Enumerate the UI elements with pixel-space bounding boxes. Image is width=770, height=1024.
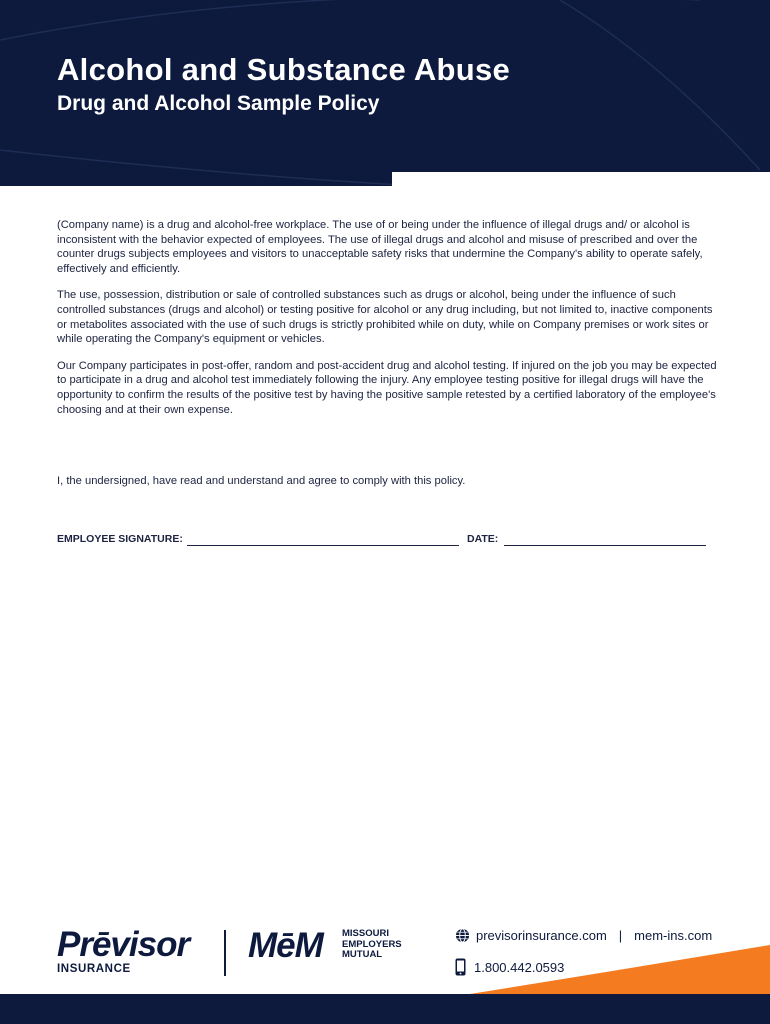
phone-icon — [455, 958, 466, 976]
website-link-mem[interactable]: mem-ins.com — [634, 928, 713, 943]
page-title: Alcohol and Substance Abuse — [57, 52, 511, 87]
globe-icon — [455, 928, 470, 943]
signature-row — [57, 533, 717, 549]
phone-contact — [455, 958, 564, 976]
mem-logo-line: EMPLOYERS — [342, 938, 402, 950]
policy-body — [57, 218, 717, 429]
header-notch — [392, 172, 770, 186]
footer-bar — [0, 994, 770, 1024]
mem-logo-line: MUTUAL — [342, 949, 383, 960]
logo-divider — [224, 930, 226, 976]
page-subtitle: Drug and Alcohol Sample Policy — [57, 92, 380, 115]
policy-paragraph: Our Company participates in post-offer, random and post-accident drug and alcohol testing. If injured on the job you may be expected to participate in a drug and alcohol test immediately following the injury. Any employee testing positive for illegal drugs will have the opportunity to confirm the results of the positive test by having the positive sample retested by a certified laboratory of the employee's choosing and at their own expense. — [57, 359, 717, 416]
mem-logo-text — [342, 929, 402, 961]
date-label: DATE: — [467, 533, 499, 545]
previsor-logo: Prēvisor — [57, 925, 190, 964]
policy-paragraph: The use, possession, distribution or sale of controlled substances such as drugs or alcohol, being under the influence of such controlled substances (drugs and alcohol) or testing positive for alcohol or any drug including, but not limited to, inactive components or metabolites associated with the use of such drugs is strictly prohibited while on duty, while on Company premises or work sites or while operating the Company's equipment or vehicles. — [57, 289, 713, 346]
mem-logo: MēM — [248, 926, 323, 965]
signature-field[interactable] — [187, 545, 459, 546]
website-separator: | — [618, 928, 623, 943]
signature-label: EMPLOYEE SIGNATURE: — [57, 533, 183, 545]
previsor-logo-subtext: INSURANCE — [57, 963, 131, 975]
phone-number[interactable]: 1.800.442.0593 — [474, 959, 565, 975]
date-field[interactable] — [504, 545, 706, 546]
website-contact — [455, 928, 712, 943]
header-banner — [0, 0, 770, 186]
policy-paragraph: (Company name) is a drug and alcohol-free workplace. The use of or being under the influence of illegal drugs and/ or alcohol is inconsistent with the behavior expected of employees. The use of illegal drugs and alcohol and misuse of prescribed and over the counter drugs subjects employees and visitors to unacceptable safety risks that undermine the Company's ability to operate safely, effectively and efficiently. — [57, 219, 703, 275]
acknowledgement-text: I, the undersigned, have read and understand and agree to comply with this policy. — [57, 475, 466, 487]
mem-logo-line: MISSOURI — [342, 928, 389, 939]
website-link-previsor[interactable]: previsorinsurance.com — [476, 928, 607, 943]
